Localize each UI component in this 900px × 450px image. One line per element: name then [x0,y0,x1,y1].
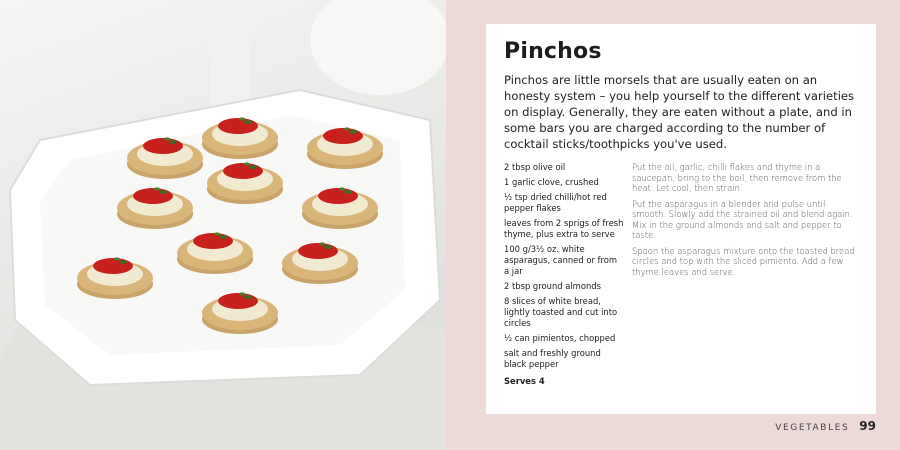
pimiento-slice [143,138,183,154]
thyme-leaf [219,235,227,239]
recipe-intro: Pinchos are little morsels that are usually eaten on an honesty system – you help yourself to the different varieties on display. Generally, they are eaten without a plate, and in some bars you are charged according to the number of cocktail sticks/toothpicks you've used. [504,73,855,151]
pimiento-slice [323,128,363,144]
thyme-leaf [244,295,252,299]
thyme-leaf [339,187,345,190]
glass-stem [210,0,250,110]
section-label: VEGETABLES [775,423,850,433]
pimiento-slice [218,293,258,309]
ingredient-item: leaves from 2 sprigs of fresh thyme, plus extra to serve [504,218,624,239]
ingredient-item: 2 tbsp ground almonds [504,281,601,291]
ingredient-list [504,162,624,370]
ingredient-item: salt and freshly ground black pepper [504,348,601,369]
thyme-leaf [244,162,250,165]
thyme-leaf [164,137,170,140]
method-step: Spoon the asparagus mixture onto the toasted bread circles and top with the sliced pimiento. Add a few thyme leaves and serve. [632,245,855,277]
pimiento-slice [318,188,358,204]
pimiento-slice [193,233,233,249]
pinchos-illustration [0,0,446,450]
thyme-leaf [154,187,160,190]
recipe-columns [504,162,858,386]
method-step: Put the oil, garlic, chilli flakes and thyme in a saucepan, bring to the boil, then remove from the heat. Let cool, then strain. [632,162,842,193]
ingredient-item: 8 slices of white bread, lightly toasted and cut into circles [504,296,618,328]
pimiento-slice [93,258,133,274]
serves-count: Serves 4 [504,376,545,386]
thyme-leaf [244,120,252,124]
ingredient-item: ½ tsp dried chilli/hot red pepper flakes [504,192,607,213]
pimiento-slice [218,118,258,134]
ingredient-item: 1 garlic clove, crushed [504,177,599,187]
recipe-title: Pinchos [504,39,602,64]
glass-shape [310,0,446,95]
ingredient-item: 100 g/3½ oz. white asparagus, canned or from a jar [504,244,618,276]
pimiento-slice [223,163,263,179]
thyme-leaf [114,257,120,260]
recipe-card [486,24,876,414]
pimiento-slice [133,188,173,204]
thyme-leaf [349,130,357,134]
method-column [632,162,858,386]
thyme-leaf [239,117,245,120]
thyme-leaf [319,242,325,245]
ingredients-column [504,162,624,386]
pimiento-slice [298,243,338,259]
method-step: Put the asparagus in a blender and pulse until smooth. Slowly add the strained oil and blend again. Mix in the ground almonds and salt and pepper to taste. [632,198,853,240]
ingredient-item: 2 tbsp olive oil [504,162,566,172]
page-footer [775,419,876,433]
thyme-leaf [169,140,177,144]
thyme-leaf [239,292,245,295]
thyme-leaf [344,127,350,130]
ingredient-item: ½ can pimientos, chopped [504,333,616,343]
thyme-leaf [119,260,127,264]
thyme-leaf [249,165,257,169]
thyme-leaf [344,190,352,194]
thyme-leaf [214,232,220,235]
thyme-leaf [159,190,167,194]
page-number: 99 [859,419,876,433]
food-photo [0,0,446,450]
thyme-leaf [324,245,332,249]
